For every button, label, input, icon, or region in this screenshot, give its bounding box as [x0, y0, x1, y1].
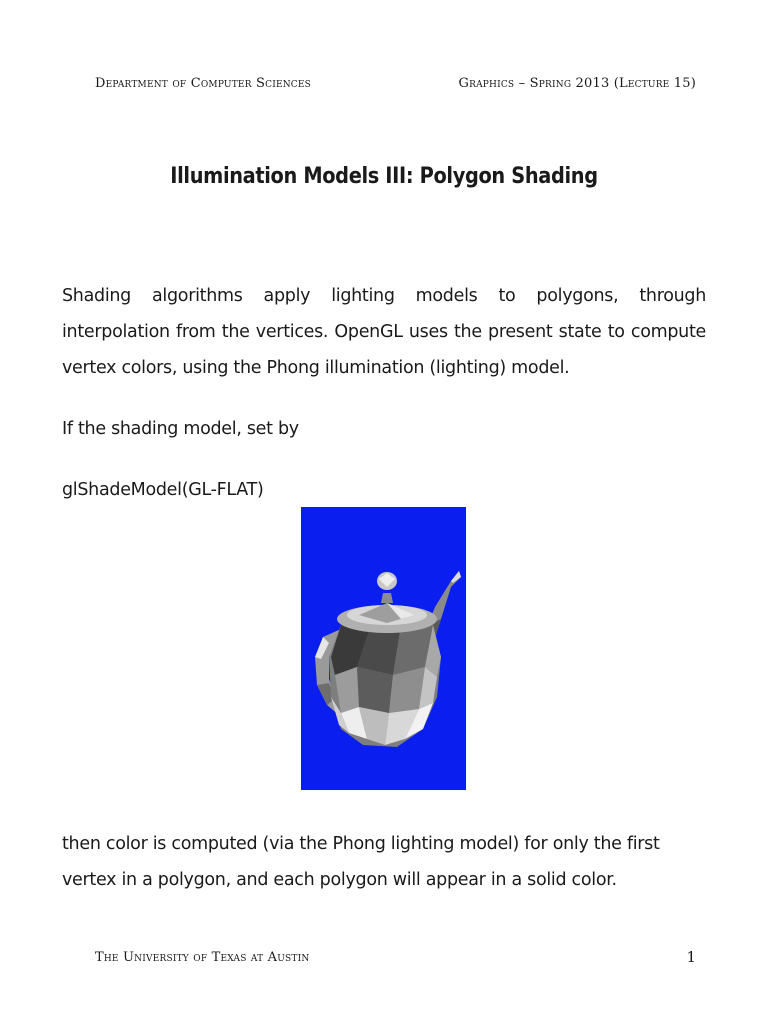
header-department: Department of Computer Sciences: [95, 76, 312, 91]
code-line: glShadeModel(GL-FLAT): [62, 480, 264, 500]
condition-paragraph: If the shading model, set by: [62, 419, 299, 439]
intro-paragraph: Shading algorithms apply lighting models to polygons, through interpolation from the vertices. OpenGL uses the present state to compute vertex colors, using the Phong illumination (lighting) model.: [62, 286, 706, 378]
result-paragraph: then color is computed (via the Phong lighting model) for only the first vertex in a polygon, and each polygon will appear in a solid color.: [62, 834, 660, 890]
header-course: Graphics – Spring 2013 (Lecture 15): [458, 76, 696, 91]
flat-shaded-teapot-image: [301, 507, 466, 790]
teapot-figure: [301, 507, 466, 790]
footer-university: The University of Texas at Austin: [95, 950, 310, 965]
page-number: 1: [686, 948, 696, 966]
slide-title: Illumination Models III: Polygon Shading: [170, 164, 598, 189]
